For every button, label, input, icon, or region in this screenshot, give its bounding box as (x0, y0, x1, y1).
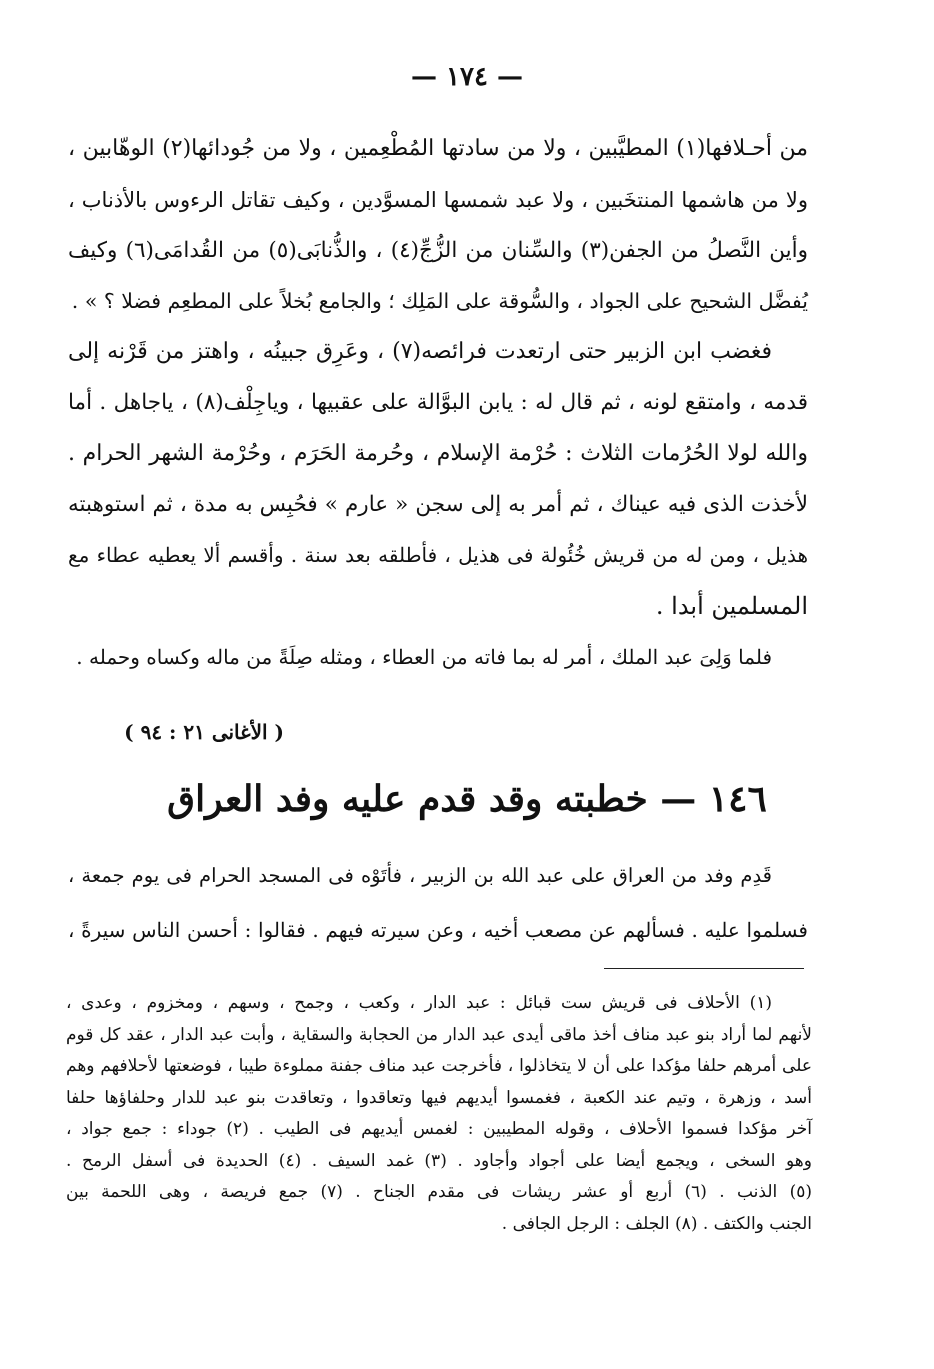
text-line: فسلموا عليه . فسألهم عن مصعب أخيه ، وعن سيرته فيهم . فقالوا : أحسن الناس سيرةً ، (68, 918, 808, 942)
text-line: من أحـلافها(١) المطيَّبين ، ولا من سادتها المُطْعِمين ، ولا من جُودائها(٢) الوهّابين ، (68, 136, 808, 161)
text-line: والله لولا الحُرُمات الثلاث : حُرْمة الإسلام ، وحُرمة الحَرَم ، وحُرْمة الشهر الحرام . (68, 440, 808, 466)
footnotes (66, 988, 812, 1240)
paragraph-continued-speech (68, 124, 808, 683)
footnote-line: لأنهم لما أراد بنو عبد مناف أخذ ماقى أيدى عبد الدار من الحجابة والسقاية ، وأبت عبد الدار ، عقد كل قوم (66, 1024, 812, 1045)
footnote-line: أسد ، وزهرة ، وتيم عند الكعبة ، فغمسوا أيديهم فيها وتعاقدوا ، وتعاقدت بنو عبد للدار وحلفاؤها حلفا (66, 1087, 812, 1108)
text-line: يُفضَّل الشحيح على الجواد ، والسُّوقة على المَلِك ؛ والجامع بُخلاً على المطعِم فضلا ؟ » . (71, 289, 808, 314)
section-heading: ١٤٦ — خطبته وقد قدم عليه وفد العراق (167, 778, 767, 820)
text-line: فلما وَلِىَ عبد الملك ، أمر له بما فاته من العطاء ، ومثله صِلَةً من ماله وكساه وحمله . (76, 644, 772, 669)
text-line: هذيل ، ومن له من قريش خُئُولة فى هذيل ، فأطلقه بعد سنة . وأقسم ألا يعطيه عطاء مع (68, 543, 808, 568)
footnote-line: على أمرهم حلفا مؤكدا على أن لا يتخاذلوا ، فأخرجت عبد مناف جفنة مملوءة طيبا ، فوضعتها لأحلافهم وهم (66, 1056, 812, 1076)
paragraph-section-146 (68, 849, 808, 957)
source-citation: ( الأغانى ٢١ : ٩٤ ) (124, 720, 284, 744)
footnote-separator (604, 968, 804, 969)
footnote-line: وهو السخى ، ويجمع أيضا على أجواد وأجاود . (٣) غمد السيف . (٤) الحديدة فى أسفل الرمح . (66, 1150, 812, 1171)
text-line: المسلمين أبدا . (655, 592, 808, 621)
footnote-line: آخر مؤكدا فسموا الأحلاف ، وقوله المطيبين : لغمس أيديهم فى الطيب . (٢) جوداء : جمع جواد ، (66, 1119, 812, 1139)
text-line: قَدِم وفد من العراق على عبد الله بن الزبير ، فأتَوْه فى المسجد الحرام فى يوم جمعة ، (68, 864, 772, 887)
text-line: وأين النَّصلُ من الجفن(٣) والسِّنان من الزُّجِّ(٤) ، والذُّنابَى(٥) من القُدامَى(٦) وكيف (68, 237, 808, 263)
text-line: فغضب ابن الزبير حتى ارتعدت فرائصه(٧) ، وعَرِق جبينُه ، واهتز من قَرْنه إلى (68, 339, 772, 365)
text-line: قدمه ، وامتقع لونه ، ثم قال له : يابن البوَّالة على عقبيها ، وياجِلْف(٨) ، ياجاهل . أما (68, 389, 808, 415)
page-number: — ١٧٤ — (410, 62, 524, 92)
footnote-line: (٥) الذنب . (٦) أربع أو عشر ريشات فى مقدم الجناح . (٧) جمع فريصة ، وهى اللحمة بين (66, 1182, 812, 1202)
text-line: ولا من هاشمها المنتخَبين ، ولا عبد شمسها المسوَّدين ، وكيف تقاتل الرءوس بالأذناب ، (68, 187, 808, 212)
footnote-line: الجنب والكتف . (٨) الجلف : الرجل الجافى . (501, 1213, 812, 1234)
text-line: لأخذت الذى فيه عيناك ، ثم أمر به إلى سجن « عارم » فحُبِس به مدة ، ثم استوهبته (68, 491, 808, 517)
footnote-line: (١) الأحلاف فى قريش ست قبائل : عبد الدار ، وكعب ، وجمح ، وسهم ، ومخزوم ، وعدى ، (66, 993, 772, 1013)
